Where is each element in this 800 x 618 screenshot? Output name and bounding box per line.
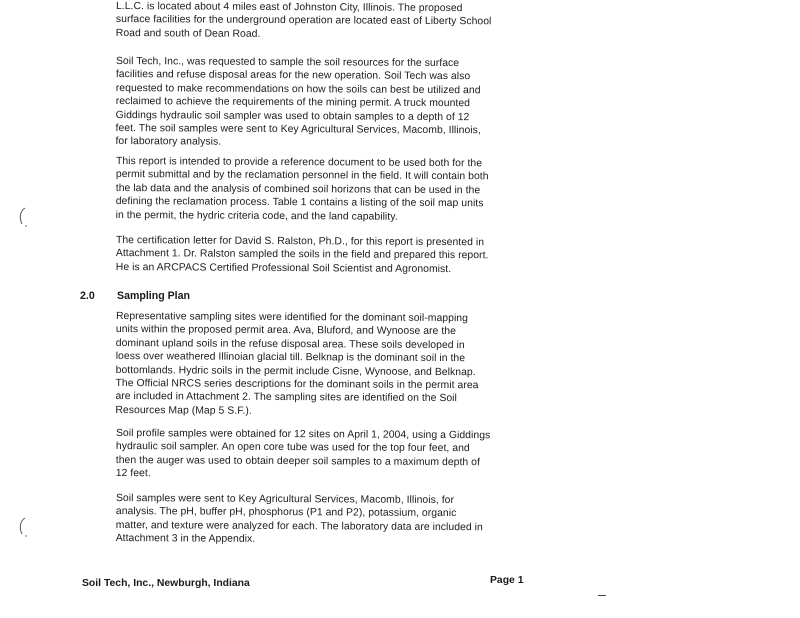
text-line: permit submittal and by the reclamation personnel in the field. It will contain both (115, 169, 489, 183)
section-title: Sampling Plan (117, 290, 190, 302)
intro-paragraph-1 (116, 0, 526, 43)
text-line: Giddings hydraulic soil sampler was used to obtain samples to a depth of 12 (115, 109, 470, 123)
text-line: then the auger was used to obtain deeper soil samples to a maximum depth of (115, 454, 480, 469)
text-line: Soil samples were sent to Key Agricultural Services, Macomb, Illinois, for (115, 492, 455, 507)
text-line: feet. The soil samples were sent to Key Agricultural Services, Macomb, Illinois, (115, 123, 481, 137)
text-line: in the permit, the hydric criteria code, and the land capability. (115, 209, 398, 223)
text-line: This report is intended to provide a reference document to be used both for the (115, 155, 483, 170)
text-line: reclaimed to achieve the requirements of the mining permit. A truck mounted (115, 96, 471, 110)
text-line: units within the proposed permit area. Ava, Bluford, and Wynoose are the (115, 324, 456, 338)
text-line: matter, and texture were analyzed for each. The laboratory data are included in (115, 519, 483, 534)
text-line: surface facilities for the underground operation are located east of Liberty School (115, 14, 492, 28)
text-line: The Official NRCS series descriptions for the dominant soils in the permit area (115, 378, 479, 392)
text-line: 12 feet. (115, 468, 151, 480)
punch-hole-mark-lower (17, 516, 27, 536)
intro-paragraph-4 (116, 234, 526, 277)
text-line: Road and south of Dean Road. (115, 27, 261, 40)
text-line: Soil profile samples were obtained for 12 sites on April 1, 2004, using a Giddings (115, 427, 491, 442)
text-line: defining the reclamation process. Table 1 contains a listing of the soil map units (115, 196, 484, 210)
sampling-paragraph-2 (116, 427, 526, 483)
punch-hole-mark-upper (17, 206, 27, 226)
text-line: Representative sampling sites were identified for the dominant soil-mapping (115, 310, 469, 325)
text-line: bottomlands. Hydric soils in the permit include Cisne, Wynoose, and Belknap. (115, 364, 476, 378)
text-line: dominant upland soils in the refuse disposal area. These soils developed in (115, 337, 465, 351)
text-line: for laboratory analysis. (115, 136, 222, 149)
footer-company: Soil Tech, Inc., Newburgh, Indiana (82, 578, 250, 589)
text-line: Resources Map (Map 5 S.F.). (115, 404, 252, 417)
text-line: The certification letter for David S. Ralston, Ph.D., for this report is presented in (115, 234, 485, 249)
text-line: analysis. The pH, buffer pH, phosphorus (P1 and P2), potassium, organic (115, 506, 457, 520)
intro-paragraph-2 (115, 55, 526, 151)
text-line: Attachment 1. Dr. Ralston sampled the soils in the field and prepared this report. (115, 248, 489, 262)
text-line: He is an ARCPACS Certified Professional Soil Scientist and Agronomist. (115, 261, 452, 275)
text-line: facilities and refuse disposal areas for the new operation. Soil Tech was also (115, 69, 471, 83)
section-number: 2.0 (80, 290, 95, 302)
text-line: Soil Tech, Inc., was requested to sample the soil resources for the surface (115, 55, 460, 70)
intro-paragraph-3 (116, 155, 526, 225)
text-line: L.L.C. is located about 4 miles east of Johnston City, Illinois. The proposed (115, 0, 463, 15)
sampling-paragraph-1 (115, 310, 526, 420)
text-line: are included in Attachment 2. The sampling sites are identified on the Soil (115, 391, 457, 405)
footer-page-number: Page 1 (490, 575, 524, 586)
text-line: the lab data and the analysis of combined soil horizons that can be used in the (115, 182, 481, 197)
text-line: requested to make recommendations on how the soils can best be utilized and (115, 82, 481, 97)
text-line: Attachment 3 in the Appendix. (115, 533, 256, 546)
sampling-paragraph-3 (116, 492, 526, 548)
text-line: loess over weathered Illinoian glacial till. Belknap is the dominant soil in the (115, 351, 466, 365)
scan-artifact-dash (598, 595, 606, 596)
text-line: hydraulic soil sampler. An open core tube was used for the top four feet, and (115, 441, 470, 455)
